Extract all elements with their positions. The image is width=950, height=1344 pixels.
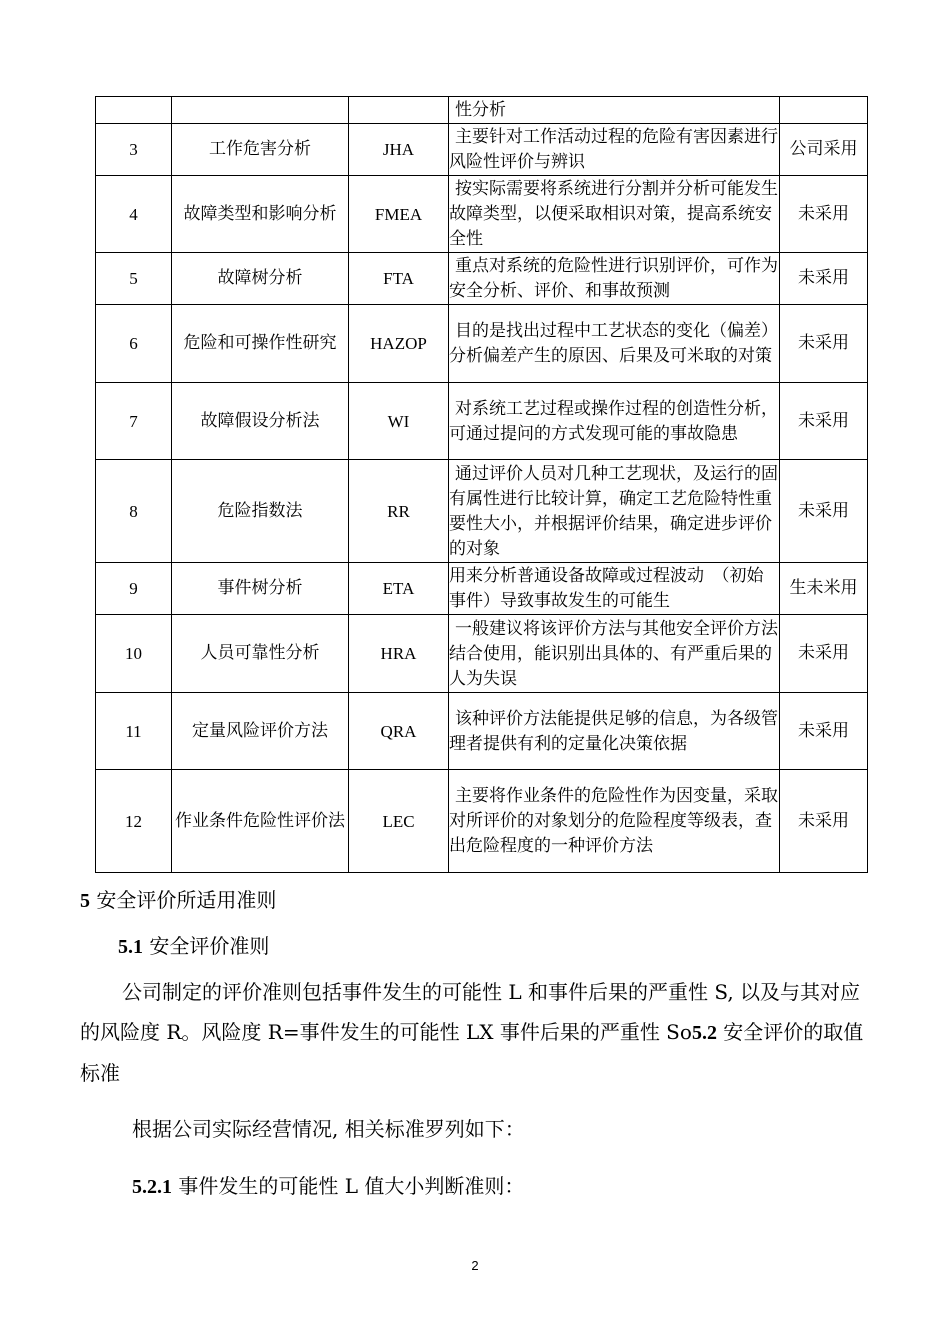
row-number [96, 97, 172, 124]
section-5-number: 5 [80, 890, 90, 912]
method-abbreviation: JHA [349, 124, 449, 176]
method-abbreviation: WI [349, 383, 449, 460]
section-5-2-1-heading [132, 1170, 524, 1199]
standards-paragraph: 根据公司实际经营情况, 相关标准罗列如下： [132, 1117, 525, 1141]
method-description [449, 97, 780, 124]
table-row [96, 563, 868, 615]
section-5-2-1-number: 5.2.1 [132, 1176, 172, 1198]
adoption-status: 未采用 [780, 383, 868, 460]
evaluation-methods-table [95, 96, 868, 873]
method-description [449, 615, 780, 693]
method-abbreviation: QRA [349, 693, 449, 770]
adoption-status: 未采用 [780, 176, 868, 253]
page-number: 2 [471, 1258, 479, 1273]
method-name: 故障类型和影响分析 [172, 176, 349, 253]
method-description-text: 通过评价人员对几种工艺现状，及运行的固有属性进行比较计算，确定工艺危险特性重要性大小，并根据评价结果，确定进步评价的对象 [449, 463, 778, 559]
method-abbreviation [349, 97, 449, 124]
method-abbreviation: RR [349, 460, 449, 563]
method-name: 危险和可操作性研究 [172, 305, 349, 383]
method-description-text: 一般建议将该评价方法与其他安全评价方法结合使用，能识别出具体的、有严重后果的人为失误 [449, 618, 778, 689]
method-description-text: 主要针对工作活动过程的危险有害因素进行风险性评价与辨识 [449, 127, 778, 172]
row-number: 9 [96, 563, 172, 615]
row-number: 10 [96, 615, 172, 693]
method-name: 定量风险评价方法 [172, 693, 349, 770]
method-description [449, 383, 780, 460]
table-row [96, 615, 868, 693]
method-description-text: 用来分析普通设备故障或过程波动 （初始事件）导致事故发生的可能生 [449, 566, 764, 611]
method-description-text: 目的是找出过程中工艺状态的变化（偏差）分析偏差产生的原因、后果及可米取的对策 [449, 321, 778, 366]
method-description-text: 主要将作业条件的危险性作为因变量，采取对所评价的对象划分的危险程度等级表，查出危险程度的一种评价方法 [449, 786, 778, 856]
method-description-text: 按实际需要将系统进行分割并分析可能发生故障类型，以便采取相识对策，提高系统安全性 [449, 179, 778, 249]
method-description-text: 重点对系统的危险性进行识别评价，可作为安全分析、评价、和事故预测 [449, 256, 778, 301]
method-name: 故障假设分析法 [172, 383, 349, 460]
table-row [96, 253, 868, 305]
method-description [449, 563, 780, 615]
method-name: 事件树分析 [172, 563, 349, 615]
adoption-status: 未采用 [780, 693, 868, 770]
method-description [449, 305, 780, 383]
method-name: 危险指数法 [172, 460, 349, 563]
adoption-status: 未采用 [780, 460, 868, 563]
row-number: 8 [96, 460, 172, 563]
table-row [96, 305, 868, 383]
method-abbreviation: FTA [349, 253, 449, 305]
method-name: 作业条件危险性评价法 [172, 770, 349, 873]
method-description-text: 对系统工艺过程或操作过程的创造性分析，可通过提问的方式发现可能的事故隐患 [449, 398, 778, 444]
method-abbreviation: LEC [349, 770, 449, 873]
row-number: 12 [96, 770, 172, 873]
method-description [449, 253, 780, 305]
method-description [449, 770, 780, 873]
adoption-status: 未采用 [780, 253, 868, 305]
table-row [96, 770, 868, 873]
row-number: 3 [96, 124, 172, 176]
section-5-2-title: 安全评价的取值标准 [80, 1020, 864, 1085]
method-abbreviation: FMEA [349, 176, 449, 253]
adoption-status: 未采用 [780, 770, 868, 873]
section-5-2-1-title: 事件发生的可能性 L 值大小判断准则： [178, 1174, 525, 1198]
adoption-status: 生未米用 [780, 563, 868, 615]
table-row [96, 176, 868, 253]
method-description [449, 176, 780, 253]
adoption-status: 未采用 [780, 305, 868, 383]
section-5-1-heading [118, 930, 269, 959]
section-5-1-title: 安全评价准则 [149, 934, 270, 958]
row-number: 11 [96, 693, 172, 770]
table-row [96, 124, 868, 176]
section-5-1-number: 5.1 [118, 936, 143, 958]
table-row [96, 460, 868, 563]
criteria-paragraph [80, 972, 880, 1093]
adoption-status: 未采用 [780, 615, 868, 693]
method-description [449, 460, 780, 563]
section-5-heading [80, 884, 276, 913]
row-number: 5 [96, 253, 172, 305]
method-name: 人员可靠性分析 [172, 615, 349, 693]
row-number: 4 [96, 176, 172, 253]
method-name: 故障树分析 [172, 253, 349, 305]
method-abbreviation: ETA [349, 563, 449, 615]
method-description [449, 693, 780, 770]
method-description-text: 该种评价方法能提供足够的信息，为各级管理者提供有利的定量化决策依据 [449, 708, 778, 754]
method-description-text: 性分析 [455, 100, 506, 120]
method-name [172, 97, 349, 124]
row-number: 7 [96, 383, 172, 460]
table-row [96, 693, 868, 770]
method-abbreviation: HAZOP [349, 305, 449, 383]
section-5-2-number: 5.2 [691, 1022, 717, 1044]
adoption-status: 公司采用 [780, 124, 868, 176]
method-description [449, 124, 780, 176]
method-name: 工作危害分析 [172, 124, 349, 176]
table-row [96, 383, 868, 460]
criteria-paragraph-text: 公司制定的评价准则包括事件发生的可能性 L 和事件后果的严重性 S, 以及与其对应的风险度 R。风险度 R=事件发生的可能性 LX 事件后果的严重性 So [80, 980, 861, 1044]
table-row [96, 97, 868, 124]
row-number: 6 [96, 305, 172, 383]
method-abbreviation: HRA [349, 615, 449, 693]
section-5-title: 安全评价所适用准则 [96, 888, 277, 912]
adoption-status [780, 97, 868, 124]
